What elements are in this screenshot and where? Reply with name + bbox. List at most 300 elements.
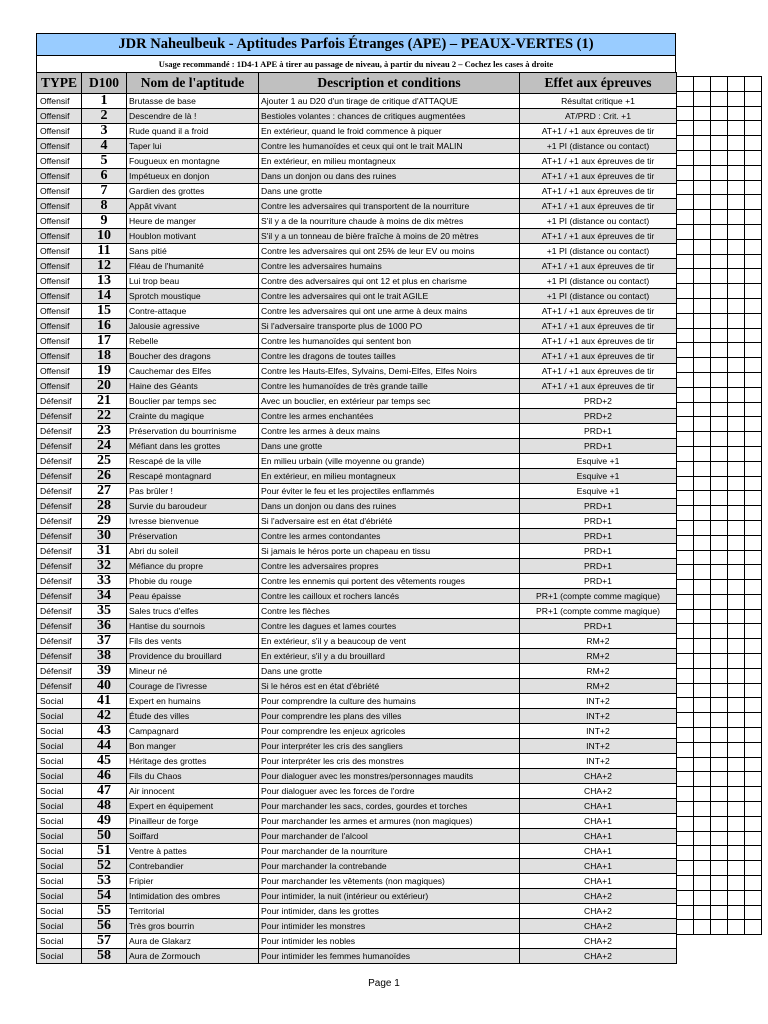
check-box[interactable] xyxy=(745,328,762,343)
check-box[interactable] xyxy=(694,787,711,802)
check-box[interactable] xyxy=(745,594,762,609)
check-box[interactable] xyxy=(711,432,728,447)
check-box[interactable] xyxy=(711,550,728,565)
check-box[interactable] xyxy=(694,920,711,935)
check-box[interactable] xyxy=(694,535,711,550)
check-box[interactable] xyxy=(745,920,762,935)
check-box[interactable] xyxy=(745,121,762,136)
check-box[interactable] xyxy=(745,565,762,580)
check-box[interactable] xyxy=(677,195,694,210)
check-box[interactable] xyxy=(728,920,745,935)
check-box[interactable] xyxy=(677,387,694,402)
check-box[interactable] xyxy=(677,861,694,876)
check-box[interactable] xyxy=(711,816,728,831)
check-box[interactable] xyxy=(711,920,728,935)
check-box[interactable] xyxy=(728,624,745,639)
check-box[interactable] xyxy=(711,121,728,136)
check-box[interactable] xyxy=(711,210,728,225)
check-box[interactable] xyxy=(745,461,762,476)
check-box[interactable] xyxy=(677,550,694,565)
check-box[interactable] xyxy=(694,713,711,728)
check-box[interactable] xyxy=(728,402,745,417)
check-box[interactable] xyxy=(694,594,711,609)
check-box[interactable] xyxy=(745,150,762,165)
check-box[interactable] xyxy=(728,757,745,772)
check-box[interactable] xyxy=(694,239,711,254)
check-box[interactable] xyxy=(745,136,762,151)
check-box[interactable] xyxy=(728,890,745,905)
check-box[interactable] xyxy=(728,787,745,802)
check-box[interactable] xyxy=(711,165,728,180)
check-box[interactable] xyxy=(677,787,694,802)
check-box[interactable] xyxy=(694,816,711,831)
check-box[interactable] xyxy=(694,491,711,506)
check-box[interactable] xyxy=(711,269,728,284)
check-box[interactable] xyxy=(694,876,711,891)
check-box[interactable] xyxy=(745,713,762,728)
check-box[interactable] xyxy=(728,772,745,787)
check-box[interactable] xyxy=(694,624,711,639)
check-box[interactable] xyxy=(677,594,694,609)
check-box[interactable] xyxy=(711,91,728,106)
check-box[interactable] xyxy=(711,787,728,802)
check-box[interactable] xyxy=(677,890,694,905)
check-box[interactable] xyxy=(728,713,745,728)
check-box[interactable] xyxy=(728,313,745,328)
check-box[interactable] xyxy=(745,254,762,269)
check-box[interactable] xyxy=(711,506,728,521)
check-box[interactable] xyxy=(711,698,728,713)
check-box[interactable] xyxy=(677,802,694,817)
check-box[interactable] xyxy=(711,372,728,387)
check-box[interactable] xyxy=(677,624,694,639)
check-box[interactable] xyxy=(728,506,745,521)
check-box[interactable] xyxy=(745,580,762,595)
check-box[interactable] xyxy=(728,165,745,180)
check-box[interactable] xyxy=(728,387,745,402)
check-box[interactable] xyxy=(711,358,728,373)
check-box[interactable] xyxy=(711,565,728,580)
check-box[interactable] xyxy=(677,506,694,521)
check-box[interactable] xyxy=(694,106,711,121)
check-box[interactable] xyxy=(728,816,745,831)
check-box[interactable] xyxy=(694,639,711,654)
check-box[interactable] xyxy=(728,210,745,225)
check-box[interactable] xyxy=(694,372,711,387)
check-box[interactable] xyxy=(694,506,711,521)
check-box[interactable] xyxy=(677,461,694,476)
check-box[interactable] xyxy=(694,742,711,757)
check-box[interactable] xyxy=(745,728,762,743)
check-box[interactable] xyxy=(728,91,745,106)
check-box[interactable] xyxy=(677,77,694,92)
check-box[interactable] xyxy=(745,905,762,920)
check-box[interactable] xyxy=(711,254,728,269)
check-box[interactable] xyxy=(745,210,762,225)
check-box[interactable] xyxy=(745,239,762,254)
check-box[interactable] xyxy=(711,668,728,683)
check-box[interactable] xyxy=(728,446,745,461)
check-box[interactable] xyxy=(711,150,728,165)
check-box[interactable] xyxy=(728,284,745,299)
check-box[interactable] xyxy=(677,239,694,254)
check-box[interactable] xyxy=(711,313,728,328)
check-box[interactable] xyxy=(728,668,745,683)
check-box[interactable] xyxy=(728,239,745,254)
check-box[interactable] xyxy=(728,328,745,343)
check-box[interactable] xyxy=(677,358,694,373)
check-box[interactable] xyxy=(728,846,745,861)
check-box[interactable] xyxy=(677,535,694,550)
check-box[interactable] xyxy=(694,728,711,743)
check-box[interactable] xyxy=(711,846,728,861)
check-box[interactable] xyxy=(694,284,711,299)
check-box[interactable] xyxy=(728,654,745,669)
check-box[interactable] xyxy=(677,150,694,165)
check-box[interactable] xyxy=(745,861,762,876)
check-box[interactable] xyxy=(677,476,694,491)
check-box[interactable] xyxy=(728,180,745,195)
check-box[interactable] xyxy=(677,920,694,935)
check-box[interactable] xyxy=(711,609,728,624)
check-box[interactable] xyxy=(745,402,762,417)
check-box[interactable] xyxy=(728,698,745,713)
check-box[interactable] xyxy=(711,417,728,432)
check-box[interactable] xyxy=(677,106,694,121)
check-box[interactable] xyxy=(745,417,762,432)
check-box[interactable] xyxy=(677,91,694,106)
check-box[interactable] xyxy=(711,402,728,417)
check-box[interactable] xyxy=(728,432,745,447)
check-box[interactable] xyxy=(728,580,745,595)
check-box[interactable] xyxy=(711,624,728,639)
check-box[interactable] xyxy=(694,580,711,595)
check-box[interactable] xyxy=(677,742,694,757)
check-box[interactable] xyxy=(728,565,745,580)
check-box[interactable] xyxy=(728,905,745,920)
check-box[interactable] xyxy=(677,165,694,180)
check-box[interactable] xyxy=(728,683,745,698)
check-box[interactable] xyxy=(694,654,711,669)
check-box[interactable] xyxy=(711,713,728,728)
check-box[interactable] xyxy=(694,890,711,905)
check-box[interactable] xyxy=(728,639,745,654)
check-box[interactable] xyxy=(745,816,762,831)
check-box[interactable] xyxy=(677,224,694,239)
check-box[interactable] xyxy=(677,683,694,698)
check-box[interactable] xyxy=(711,239,728,254)
check-box[interactable] xyxy=(711,876,728,891)
check-box[interactable] xyxy=(677,772,694,787)
check-box[interactable] xyxy=(728,372,745,387)
check-box[interactable] xyxy=(745,313,762,328)
check-box[interactable] xyxy=(711,284,728,299)
check-box[interactable] xyxy=(711,491,728,506)
check-box[interactable] xyxy=(694,121,711,136)
check-box[interactable] xyxy=(745,506,762,521)
check-box[interactable] xyxy=(728,224,745,239)
check-box[interactable] xyxy=(694,210,711,225)
check-box[interactable] xyxy=(694,432,711,447)
check-box[interactable] xyxy=(745,757,762,772)
check-box[interactable] xyxy=(694,136,711,151)
check-box[interactable] xyxy=(711,890,728,905)
check-box[interactable] xyxy=(677,668,694,683)
check-box[interactable] xyxy=(711,224,728,239)
check-box[interactable] xyxy=(677,284,694,299)
check-box[interactable] xyxy=(711,757,728,772)
check-box[interactable] xyxy=(745,106,762,121)
check-box[interactable] xyxy=(728,106,745,121)
check-box[interactable] xyxy=(711,387,728,402)
check-box[interactable] xyxy=(728,491,745,506)
check-box[interactable] xyxy=(694,417,711,432)
check-box[interactable] xyxy=(728,802,745,817)
check-box[interactable] xyxy=(711,831,728,846)
check-box[interactable] xyxy=(745,787,762,802)
check-box[interactable] xyxy=(694,165,711,180)
check-box[interactable] xyxy=(677,328,694,343)
check-box[interactable] xyxy=(745,668,762,683)
check-box[interactable] xyxy=(677,210,694,225)
check-box[interactable] xyxy=(711,77,728,92)
checkbox-row xyxy=(677,210,762,225)
check-box[interactable] xyxy=(677,698,694,713)
check-box[interactable] xyxy=(711,728,728,743)
check-box[interactable] xyxy=(711,298,728,313)
check-box[interactable] xyxy=(694,298,711,313)
check-box[interactable] xyxy=(694,802,711,817)
check-box[interactable] xyxy=(728,876,745,891)
check-box[interactable] xyxy=(745,876,762,891)
check-box[interactable] xyxy=(677,136,694,151)
check-box[interactable] xyxy=(745,343,762,358)
check-box[interactable] xyxy=(694,150,711,165)
check-box[interactable] xyxy=(728,594,745,609)
check-box[interactable] xyxy=(745,698,762,713)
check-box[interactable] xyxy=(694,831,711,846)
check-box[interactable] xyxy=(711,328,728,343)
check-box[interactable] xyxy=(677,121,694,136)
check-box[interactable] xyxy=(711,683,728,698)
check-box[interactable] xyxy=(745,772,762,787)
check-box[interactable] xyxy=(728,535,745,550)
check-box[interactable] xyxy=(694,905,711,920)
check-box[interactable] xyxy=(711,535,728,550)
check-box[interactable] xyxy=(711,461,728,476)
check-box[interactable] xyxy=(694,358,711,373)
check-box[interactable] xyxy=(728,358,745,373)
check-box[interactable] xyxy=(677,728,694,743)
check-box[interactable] xyxy=(745,683,762,698)
check-box[interactable] xyxy=(728,77,745,92)
check-box[interactable] xyxy=(677,254,694,269)
check-box[interactable] xyxy=(694,683,711,698)
check-box[interactable] xyxy=(694,668,711,683)
check-box[interactable] xyxy=(711,861,728,876)
check-box[interactable] xyxy=(677,269,694,284)
check-box[interactable] xyxy=(745,639,762,654)
check-box[interactable] xyxy=(745,180,762,195)
check-box[interactable] xyxy=(745,269,762,284)
check-box[interactable] xyxy=(677,905,694,920)
check-box[interactable] xyxy=(694,180,711,195)
check-box[interactable] xyxy=(745,520,762,535)
check-box[interactable] xyxy=(728,269,745,284)
check-box[interactable] xyxy=(711,446,728,461)
check-box[interactable] xyxy=(677,639,694,654)
check-box[interactable] xyxy=(694,550,711,565)
check-box[interactable] xyxy=(728,609,745,624)
check-box[interactable] xyxy=(694,861,711,876)
check-box[interactable] xyxy=(745,224,762,239)
check-box[interactable] xyxy=(745,491,762,506)
check-box[interactable] xyxy=(677,713,694,728)
check-box[interactable] xyxy=(677,520,694,535)
check-box[interactable] xyxy=(694,328,711,343)
check-box[interactable] xyxy=(745,846,762,861)
check-box[interactable] xyxy=(728,298,745,313)
check-box[interactable] xyxy=(711,772,728,787)
check-box[interactable] xyxy=(677,432,694,447)
check-box[interactable] xyxy=(677,446,694,461)
check-box[interactable] xyxy=(677,298,694,313)
check-box[interactable] xyxy=(677,402,694,417)
check-box[interactable] xyxy=(711,742,728,757)
check-box[interactable] xyxy=(694,609,711,624)
check-box[interactable] xyxy=(694,313,711,328)
check-box[interactable] xyxy=(745,446,762,461)
check-box[interactable] xyxy=(677,372,694,387)
check-box[interactable] xyxy=(728,136,745,151)
check-box[interactable] xyxy=(745,298,762,313)
check-box[interactable] xyxy=(745,195,762,210)
check-box[interactable] xyxy=(728,742,745,757)
check-box[interactable] xyxy=(728,121,745,136)
check-box[interactable] xyxy=(677,831,694,846)
check-box[interactable] xyxy=(694,91,711,106)
check-box[interactable] xyxy=(677,816,694,831)
check-box[interactable] xyxy=(677,180,694,195)
check-box[interactable] xyxy=(745,890,762,905)
check-box[interactable] xyxy=(711,639,728,654)
check-box[interactable] xyxy=(745,372,762,387)
check-box[interactable] xyxy=(745,535,762,550)
check-box[interactable] xyxy=(677,491,694,506)
check-box[interactable] xyxy=(728,520,745,535)
check-box[interactable] xyxy=(677,757,694,772)
checkbox-row xyxy=(677,698,762,713)
check-box[interactable] xyxy=(677,417,694,432)
check-box[interactable] xyxy=(694,520,711,535)
check-box[interactable] xyxy=(728,861,745,876)
header-description: Description et conditions xyxy=(259,73,520,94)
check-box[interactable] xyxy=(745,550,762,565)
check-box[interactable] xyxy=(677,654,694,669)
row-d100: 45 xyxy=(82,754,127,769)
check-box[interactable] xyxy=(745,387,762,402)
check-box[interactable] xyxy=(711,654,728,669)
check-box[interactable] xyxy=(677,876,694,891)
check-box[interactable] xyxy=(711,594,728,609)
check-box[interactable] xyxy=(694,698,711,713)
check-box[interactable] xyxy=(728,254,745,269)
check-box[interactable] xyxy=(745,432,762,447)
check-box[interactable] xyxy=(694,757,711,772)
check-box[interactable] xyxy=(728,461,745,476)
check-box[interactable] xyxy=(694,343,711,358)
check-box[interactable] xyxy=(694,387,711,402)
check-box[interactable] xyxy=(694,461,711,476)
check-box[interactable] xyxy=(728,417,745,432)
check-box[interactable] xyxy=(728,550,745,565)
check-box[interactable] xyxy=(745,609,762,624)
check-box[interactable] xyxy=(711,180,728,195)
check-box[interactable] xyxy=(728,476,745,491)
check-box[interactable] xyxy=(694,254,711,269)
check-box[interactable] xyxy=(711,195,728,210)
check-box[interactable] xyxy=(728,831,745,846)
check-box[interactable] xyxy=(745,91,762,106)
check-box[interactable] xyxy=(745,284,762,299)
check-box[interactable] xyxy=(711,802,728,817)
check-box[interactable] xyxy=(745,77,762,92)
check-box[interactable] xyxy=(728,150,745,165)
check-box[interactable] xyxy=(677,609,694,624)
check-box[interactable] xyxy=(677,343,694,358)
check-box[interactable] xyxy=(745,742,762,757)
check-box[interactable] xyxy=(677,565,694,580)
check-box[interactable] xyxy=(677,846,694,861)
checkbox-row xyxy=(677,461,762,476)
row-effect: PRD+1 xyxy=(520,529,677,544)
check-box[interactable] xyxy=(711,580,728,595)
check-box[interactable] xyxy=(694,224,711,239)
check-box[interactable] xyxy=(745,358,762,373)
check-box[interactable] xyxy=(677,580,694,595)
check-box[interactable] xyxy=(694,446,711,461)
check-box[interactable] xyxy=(711,905,728,920)
check-box[interactable] xyxy=(745,165,762,180)
check-box[interactable] xyxy=(728,343,745,358)
row-description: Contre les ennemis qui portent des vêtements rouges xyxy=(259,574,520,589)
check-box[interactable] xyxy=(728,728,745,743)
check-box[interactable] xyxy=(728,195,745,210)
check-box[interactable] xyxy=(694,402,711,417)
check-box[interactable] xyxy=(677,313,694,328)
check-box[interactable] xyxy=(711,343,728,358)
check-box[interactable] xyxy=(694,476,711,491)
row-effect: PR+1 (compte comme magique) xyxy=(520,589,677,604)
check-box[interactable] xyxy=(694,77,711,92)
check-box[interactable] xyxy=(711,476,728,491)
check-box[interactable] xyxy=(711,106,728,121)
check-box[interactable] xyxy=(745,802,762,817)
check-box[interactable] xyxy=(694,772,711,787)
check-box[interactable] xyxy=(745,831,762,846)
checkbox-row xyxy=(677,446,762,461)
check-box[interactable] xyxy=(694,565,711,580)
check-box[interactable] xyxy=(745,624,762,639)
check-box[interactable] xyxy=(745,476,762,491)
check-box[interactable] xyxy=(745,654,762,669)
check-box[interactable] xyxy=(711,520,728,535)
check-box[interactable] xyxy=(694,269,711,284)
check-box[interactable] xyxy=(711,136,728,151)
check-box[interactable] xyxy=(694,846,711,861)
check-box[interactable] xyxy=(694,195,711,210)
row-name: Expert en humains xyxy=(127,694,259,709)
